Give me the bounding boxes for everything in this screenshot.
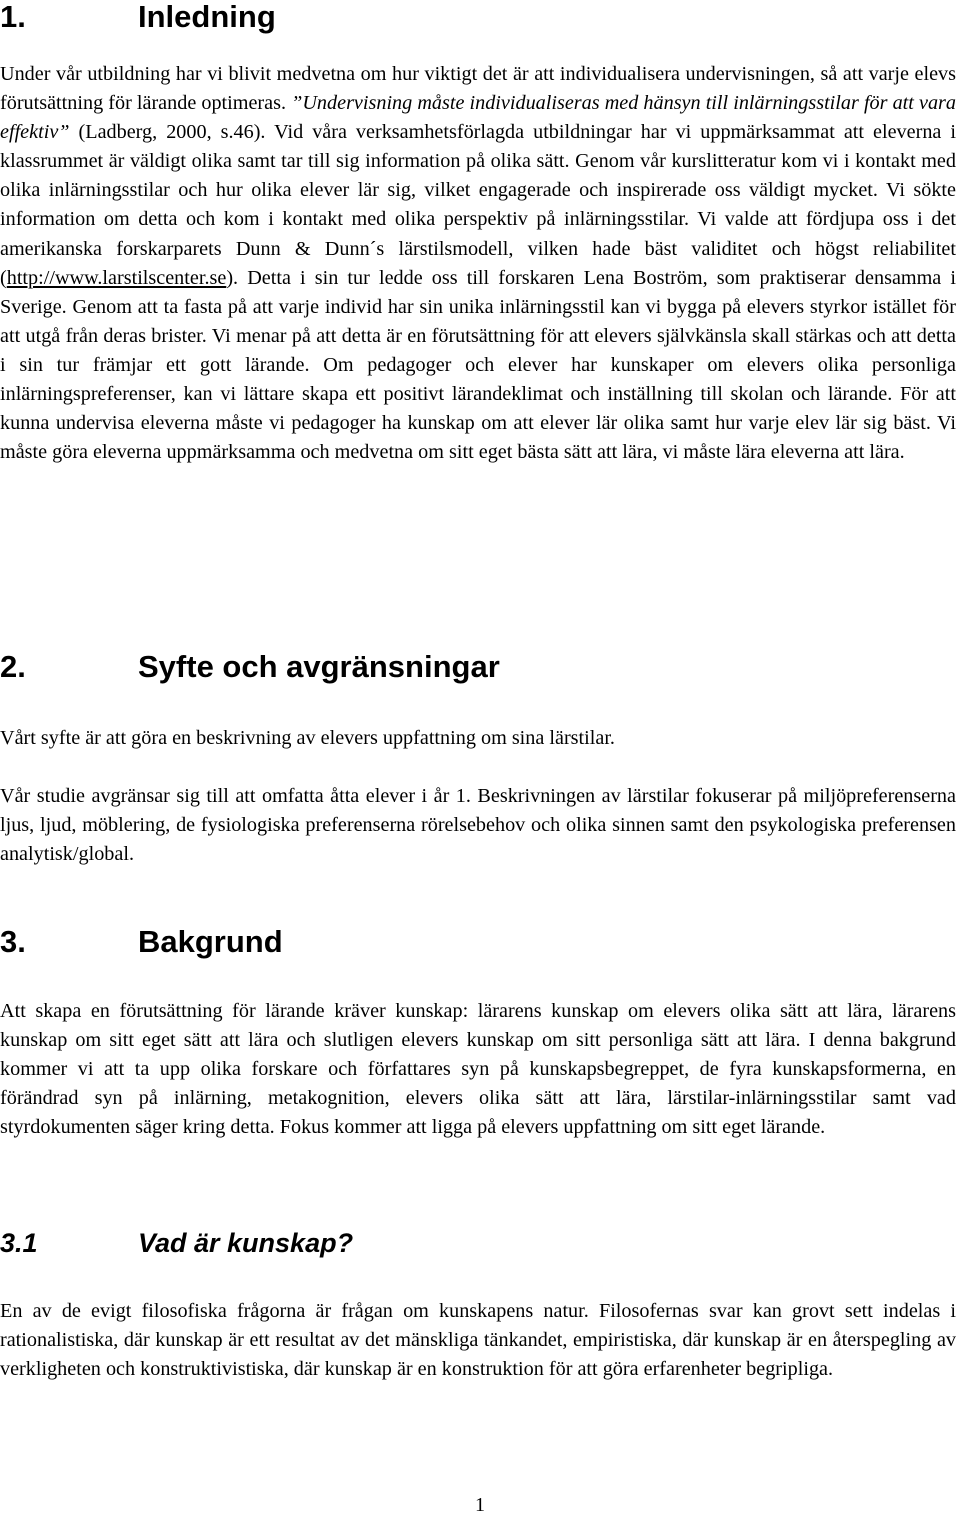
section-number: 2.	[0, 649, 26, 684]
section-title: Bakgrund	[138, 924, 283, 959]
section-heading-bakgrund	[0, 924, 283, 960]
citation-quote: ”Undervisning måste individualiseras med hänsyn till inlärningsstilar för att vara effektiv”	[0, 92, 956, 144]
paragraph-syfte	[0, 724, 956, 753]
subsection-heading-kunskap	[0, 1227, 353, 1259]
paragraph-text: En av de evigt filosofiska frågorna är frågan om kunskapens natur. Filosofernas svar kan grovt sett indelas i rationalistiska, där kunskap är ett resultat av det mänskliga tänkandet, empiristiska, där kunskap är en återspegling av verkligheten och konstruktivistiska, där kunskap är en konstruktion för att göra erfarenheter begripliga.	[0, 1300, 956, 1381]
larstilscenter-link[interactable]: http://www.larstilscenter.se	[6, 266, 227, 289]
page-number: 1	[475, 1494, 485, 1516]
subsection-number: 3.1	[0, 1228, 38, 1258]
section-title: Inledning	[138, 0, 276, 34]
paragraph-kunskap	[0, 1297, 956, 1384]
section-number: 3.	[0, 924, 26, 959]
paragraph-text: Vårt syfte är att göra en beskrivning av elevers uppfattning om sina lärstilar.	[0, 727, 615, 749]
section-number: 1.	[0, 0, 26, 34]
section-heading-inledning	[0, 0, 276, 35]
paragraph-text: (Ladberg, 2000, s.46). Vid våra verksamhetsförlagda utbildningar har vi uppmärksammat att eleverna i klassrummet är väldigt olika samt tar till sig information på olika sätt. Genom vår kurslitteratur kom vi i kontakt med olika inlärningsstilar och hur olika elever lär sig, vilket engagerade och inspirerade oss väldigt mycket. Vi sökte information om detta och kom i kontakt med olika perspektiv på inlärningsstilar. Vi valde att fördjupa oss i det amerikanska forskarparets Dunn & Dunn´s lärstilsmodell, vilken hade bäst validitet och högst reliabilitet (	[0, 121, 956, 289]
paragraph-text: Under vår utbildning har vi blivit medvetna om hur viktigt det är att individualisera undervisningen, så att varje elevs förutsättning för lärande optimeras.	[0, 63, 956, 115]
section-title: Syfte och avgränsningar	[138, 649, 500, 684]
section-heading-syfte	[0, 649, 500, 685]
paragraph-text: ). Detta i sin tur ledde oss till forskaren Lena Boström, som praktiserar densamma i Sverige. Genom att ta fasta på att varje individ har sin unika inlärningsstil kan vi bygga på elevers styrkor istället för att utgå från deras brister. Vi menar på att detta är en förutsättning för att elevers självkänsla skall stärkas och att detta i sin tur främjar ett gott lärande. Om pedagoger och elever har kunskaper om elevers olika personliga inlärningspreferenser, kan vi lättare skapa ett positivt lärandeklimat och inställning till skolan och lärande. För att kunna undervisa eleverna måste vi pedagoger ha kunskap om att elever lär olika samt hur varje elev lär sig bäst. Vi måste göra eleverna uppmärksamma och medvetna om sitt eget bästa sätt att lära, vi måste lära eleverna att lära.	[0, 266, 956, 464]
paragraph-inledning	[0, 60, 956, 467]
paragraph-bakgrund	[0, 997, 956, 1142]
subsection-title: Vad är kunskap?	[138, 1228, 354, 1258]
paragraph-text: Att skapa en förutsättning för lärande kräver kunskap: lärarens kunskap om elevers olika sätt att lära, lärarens kunskap om sitt eget sätt att lära och slutligen elevers kunskap om sitt personliga sätt att lära. I denna bakgrund kommer vi att ta upp olika forskare och författares syn på kunskapsbegreppet, de fyra kunskapsformerna, en förändrad syn på inlärning, metakognition, elevers olika sätt att lära, lärstilar-inlärningsstilar samt vad styrdokumenten säger kring detta. Fokus kommer att ligga på elevers uppfattning om sitt eget lärande.	[0, 1000, 956, 1139]
paragraph-avgransning	[0, 782, 956, 869]
paragraph-text: Vår studie avgränsar sig till att omfatta åtta elever i år 1. Beskrivningen av lärstilar fokuserar på miljöpreferenserna ljus, ljud, möblering, de fysiologiska preferenserna rörelsebehov och olika sinnen samt den psykologiska preferensen analytisk/global.	[0, 785, 956, 866]
